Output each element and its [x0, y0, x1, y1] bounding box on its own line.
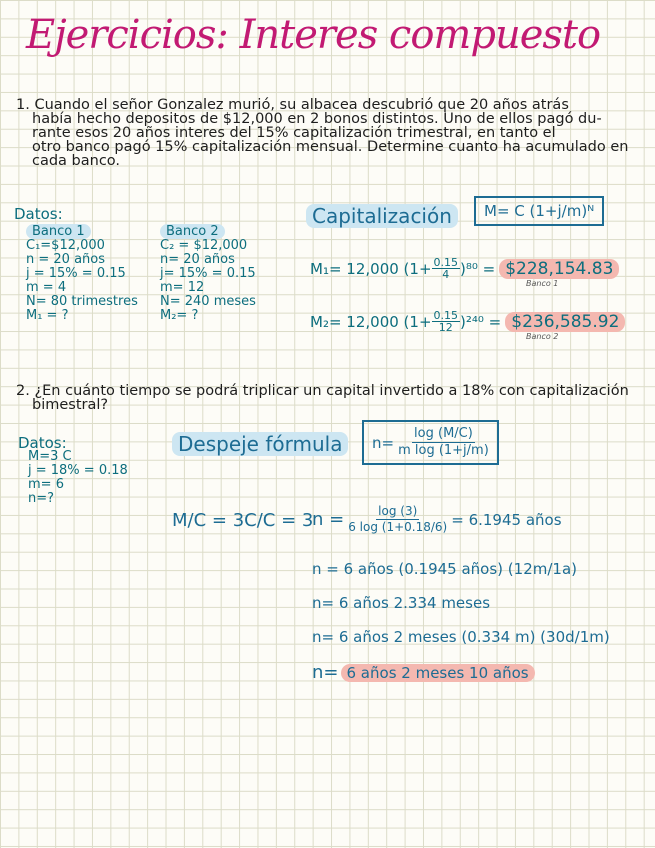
m1-note: Banco 1 [526, 279, 559, 288]
step-1-left: n = [312, 509, 345, 530]
m2-note: Banco 2 [526, 332, 559, 341]
step-3: n= 6 años 2.334 meses [312, 594, 491, 612]
compound-interest-formula: M= C (1+j/m)ᴺ [474, 196, 604, 226]
m2-exponent: )²⁴⁰ = [460, 312, 502, 331]
n-formula-fraction [398, 426, 489, 459]
step-5-result: 6 años 2 meses 10 años [341, 664, 535, 682]
n-formula-num: log (M/C) [414, 426, 473, 441]
banco-2-line: M₂= ? [160, 308, 199, 323]
datos-2-line: j = 18% = 0.18 [28, 463, 128, 478]
step-1-num: log (3) [378, 504, 418, 518]
problem-1-line: otro banco pagó 15% capitalización mensual. Determine cuanto ha acumulado en [32, 139, 629, 155]
problem-1-statement [16, 98, 628, 168]
banco-1-line: C₁=$12,000 [26, 238, 105, 253]
banco-2-column [160, 225, 256, 323]
capitalizacion-label: Capitalización [306, 204, 458, 228]
m1-result: $228,154.83 [499, 259, 619, 279]
banco-2-line: N= 240 meses [160, 294, 256, 309]
step-1 [312, 504, 562, 535]
m1-calculation [310, 257, 619, 280]
banco-2-line: j= 15% = 0.15 [160, 266, 256, 281]
step-2: n = 6 años (0.1945 años) (12m/1a) [312, 560, 577, 578]
problem-2-statement [16, 384, 629, 412]
m1-frac-num: 0.15 [433, 256, 459, 269]
banco-1-line: M₁ = ? [26, 308, 69, 323]
problem-1-line: rante esos 20 años interes del 15% capitalización trimestral, en tanto el [32, 125, 556, 141]
problem-2-line: bimestral? [32, 397, 109, 413]
m2-result: $236,585.92 [505, 312, 625, 332]
banco-2-label: Banco 2 [160, 224, 225, 239]
n-formula-prefix: n= [372, 433, 395, 452]
datos-2-column [18, 436, 128, 506]
banco-1-line: m = 4 [26, 280, 67, 295]
banco-1-line: n = 20 años [26, 252, 106, 267]
problem-1-line: 1. Cuando el señor Gonzalez murió, su albacea descubrió que 20 años atrás [16, 97, 569, 113]
step-1-right: = 6.1945 años [451, 510, 562, 529]
banco-1-column [26, 225, 138, 323]
banco-2-line: n= 20 años [160, 252, 235, 267]
datos-label: Datos: [14, 205, 63, 223]
m1-fraction [432, 257, 461, 280]
step-4: n= 6 años 2 meses (0.334 m) (30d/1m) [312, 628, 610, 646]
ratio-expression: M/C = 3C/C = 3 [172, 510, 314, 531]
banco-2-line: C₂ = $12,000 [160, 238, 248, 253]
step-5 [312, 662, 535, 683]
n-formula-den: m log (1+j/m) [398, 443, 489, 458]
despeje-label: Despeje fórmula [172, 432, 348, 456]
capitalizacion-heading [306, 204, 458, 228]
m1-frac-den: 4 [442, 268, 450, 281]
datos-2-line: m= 6 [28, 477, 64, 492]
page-title: Ejercicios: Interes compuesto [26, 12, 601, 58]
step-1-den: 6 log (1+0.18/6) [348, 520, 448, 534]
banco-2-line: m= 12 [160, 280, 205, 295]
banco-1-label: Banco 1 [26, 224, 91, 239]
m1-exponent: )⁸⁰ = [460, 259, 496, 278]
m2-frac-num: 0.15 [433, 309, 459, 322]
problem-2-line: 2. ¿En cuánto tiempo se podrá triplicar un capital invertido a 18% con capitalización [16, 383, 629, 399]
m1-expression: M₁= 12,000 (1+ [310, 259, 432, 278]
n-formula-box [362, 420, 499, 465]
despeje-heading [172, 432, 348, 456]
step-1-fraction [348, 504, 447, 535]
datos-2-label: Datos: [18, 434, 67, 452]
m2-frac-den: 12 [438, 321, 453, 334]
datos-2-line: n=? [28, 491, 55, 506]
step-5-prefix: n= [312, 662, 339, 683]
m2-calculation [310, 310, 625, 333]
m2-expression: M₂= 12,000 (1+ [310, 312, 432, 331]
m2-fraction [432, 310, 461, 333]
banco-1-line: N= 80 trimestres [26, 294, 138, 309]
banco-1-line: j = 15% = 0.15 [26, 266, 126, 281]
datos-2-line: M=3 C [28, 449, 72, 464]
problem-1-line: cada banco. [32, 153, 121, 169]
problem-1-line: había hecho depositos de $12,000 en 2 bonos distintos. Uno de ellos pagó du- [32, 111, 602, 127]
